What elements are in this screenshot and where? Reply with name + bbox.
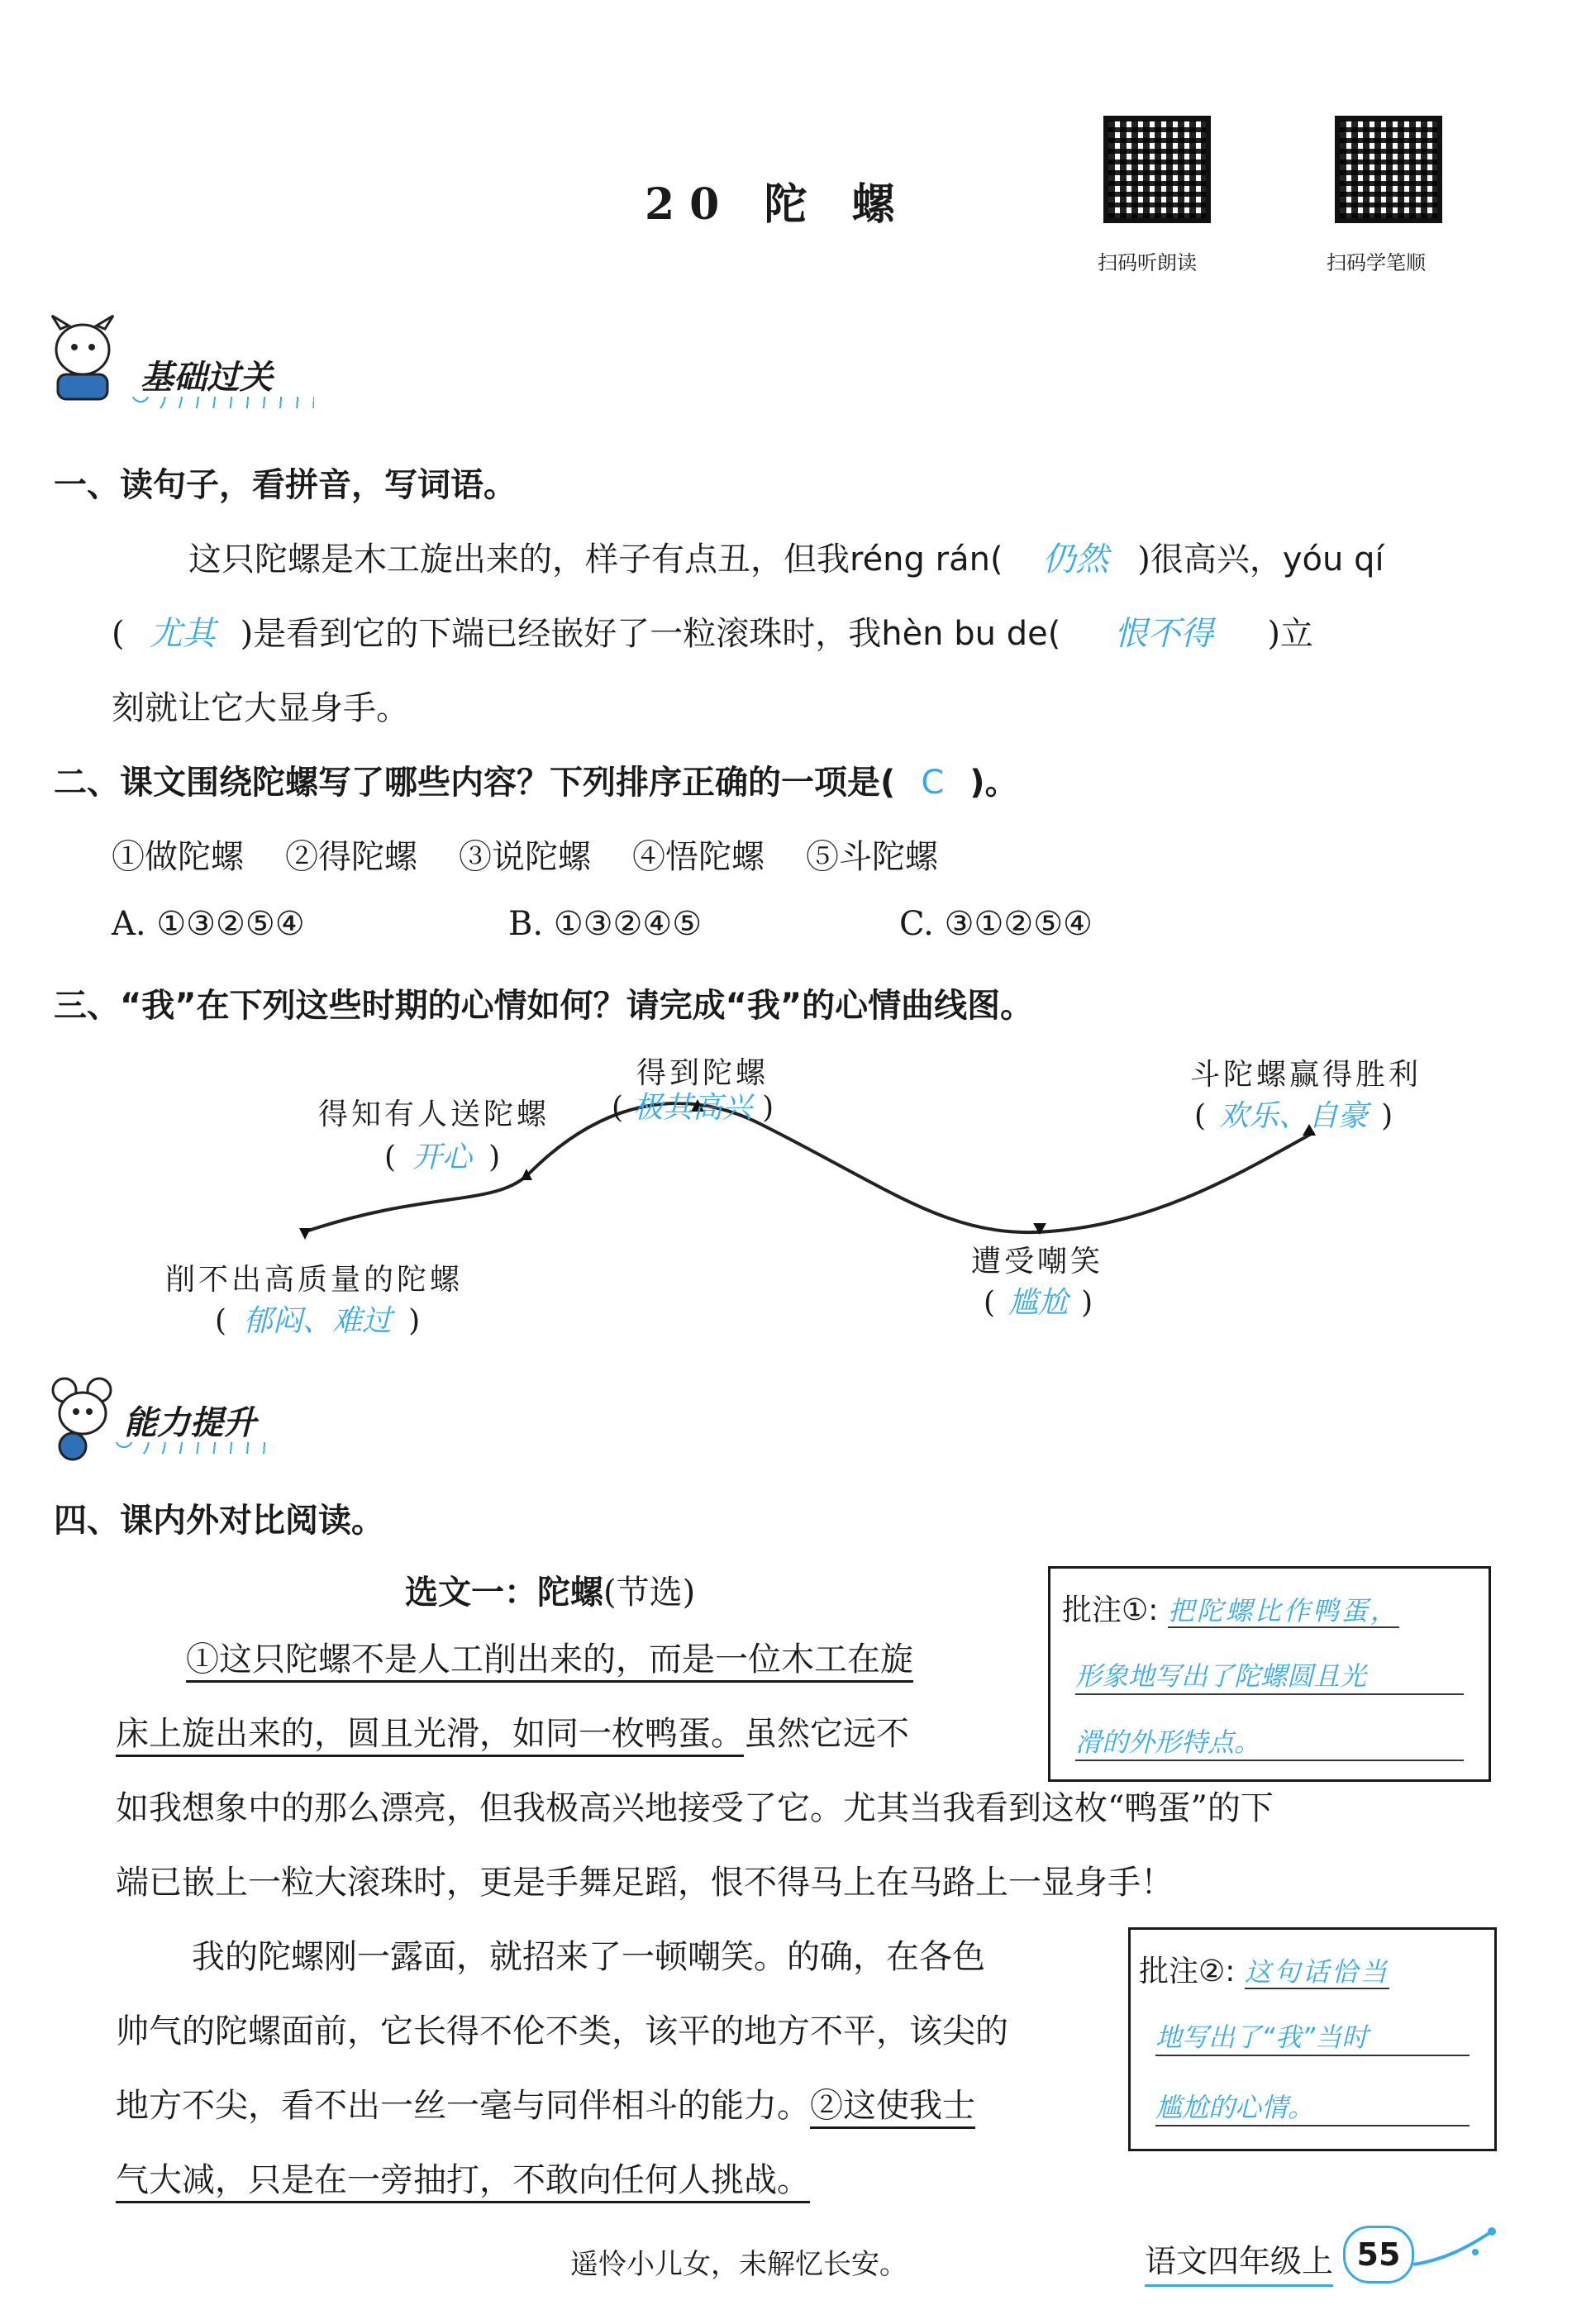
passage-p1-line2: 床上旋出来的，圆且光滑，如同一枚鸭蛋。虽然它远不 <box>116 1697 909 1771</box>
passage-p2-line3: 地方不尖，看不出一丝一毫与同伴相斗的能力。②这使我士 <box>116 2069 975 2143</box>
mascot-goat-icon <box>45 312 124 407</box>
curve-mood-4[interactable]: 尴尬 <box>1008 1286 1069 1320</box>
curve-event-3: 得到陀螺 <box>636 1056 769 1090</box>
section-basic-label: 基础过关 <box>141 358 273 397</box>
q1-pinyin-1: réng rán( <box>850 541 1003 579</box>
footer-swirl-icon <box>1409 2223 1500 2273</box>
q1-pinyin-3: hèn bu de( <box>881 615 1061 653</box>
passage-p1-line3: 如我想象中的那么漂亮，但我极高兴地接受了它。尤其当我看到这枚“鸭蛋”的下 <box>116 1789 1274 1827</box>
q2-heading-end: )。 <box>969 764 1018 802</box>
q2-option-a[interactable]: A. ①③②⑤④ <box>112 905 305 943</box>
annotation-box-1 <box>1048 1566 1491 1782</box>
footer-book: 语文四年级上 <box>1145 2236 1333 2287</box>
section-basic-underline <box>132 397 314 408</box>
page-number: 55 <box>1343 2226 1414 2284</box>
annotation-box-2 <box>1128 1927 1497 2151</box>
q1-answer-3[interactable]: 恨不得 <box>1114 615 1214 653</box>
q1-line3: 刻就让它大显身手。 <box>112 689 409 727</box>
mascot-mouse-icon <box>48 1372 118 1463</box>
q1-line2: ( 尤其 )是看到它的下端已经嵌好了一粒滚珠时，我hèn bu de( 恨不得 )立 <box>112 607 1313 655</box>
passage-p1-line1: ①这只陀螺不是人工削出来的，而是一位木工在旋 <box>186 1622 913 1697</box>
section-ability-underline <box>116 1442 273 1454</box>
q2-items <box>112 831 1021 878</box>
annotation-1-text-1[interactable]: 把陀螺比作鸭蛋， <box>1167 1595 1399 1626</box>
passage-p2-line2: 帅气的陀螺面前，它长得不伦不类，该平的地方不平，该尖的 <box>116 2012 1008 2050</box>
annotation-1-row1 <box>1062 1587 1399 1629</box>
annotation-2-text-3[interactable]: 尴尬的心情。 <box>1155 2087 1470 2126</box>
curve-event-4: 遭受嘲笑 <box>971 1245 1104 1279</box>
curve-event-1: 削不出高质量的陀螺 <box>165 1263 464 1297</box>
q1-answer-2[interactable]: 尤其 <box>149 615 216 653</box>
passage-title-note: (节选) <box>603 1574 696 1612</box>
section-ability-label: 能力提升 <box>124 1403 256 1442</box>
curve-mood-row-4: ( 尴尬 ) <box>984 1286 1093 1320</box>
qr-label-stroke: 扫码学笔顺 <box>1327 251 1426 274</box>
qr-label-listen: 扫码听朗读 <box>1098 251 1197 274</box>
curve-mood-3[interactable]: 极其高兴 <box>633 1091 753 1125</box>
passage-p2-line4: 气大减，只是在一旁抽打，不敢向任何人挑战。 <box>116 2143 810 2217</box>
annotation-1-text-3[interactable]: 滑的外形特点。 <box>1075 1722 1464 1761</box>
passage-title-row <box>405 1566 695 1613</box>
q1-text-c: )是看到它的下端已经嵌好了一粒滚珠时，我 <box>240 615 882 653</box>
annotation-2-text-1[interactable]: 这句话恰当 <box>1244 1956 1389 1988</box>
curve-mood-5[interactable]: 欢乐、自豪 <box>1219 1099 1369 1133</box>
footer-motto: 遥怜小儿女，未解忆长安。 <box>570 2248 907 2281</box>
curve-point-1 <box>299 1228 311 1240</box>
passage-p2-line1: 我的陀螺刚一露面，就招来了一顿嘲笑。的确，在各色 <box>192 1938 985 1976</box>
curve-event-5: 斗陀螺赢得胜利 <box>1190 1058 1422 1092</box>
q1-heading: 一、读句子，看拼音，写词语。 <box>54 466 517 504</box>
q4-heading: 四、课内外对比阅读。 <box>54 1502 384 1540</box>
curve-mood-1[interactable]: 郁闷、难过 <box>243 1304 393 1338</box>
annotation-1-label: 批注①: <box>1062 1593 1159 1627</box>
curve-mood-row-2: ( 开心 ) <box>384 1141 501 1174</box>
q2-option-b[interactable]: B. ①③②④⑤ <box>508 905 703 943</box>
q2-item: ①做陀螺 <box>112 838 244 876</box>
q2-item: ⑤斗陀螺 <box>806 838 938 876</box>
q3-heading: 三、“我”在下列这些时期的心情如何？请完成“我”的心情曲线图。 <box>54 987 1034 1025</box>
curve-event-2: 得知有人送陀螺 <box>318 1098 550 1131</box>
q1-line1 <box>188 533 1384 580</box>
curve-mood-2[interactable]: 开心 <box>412 1141 473 1174</box>
page-title: 20 陀 螺 <box>645 179 910 230</box>
qr-code-listen[interactable] <box>1103 116 1211 223</box>
q1-text-d: )立 <box>1267 615 1313 653</box>
curve-mood-row-5: ( 欢乐、自豪 ) <box>1194 1099 1393 1133</box>
q2-option-c[interactable]: C. ③①②⑤④ <box>899 905 1093 943</box>
annotation-2-text-2[interactable]: 地写出了“我”当时 <box>1155 2017 1470 2056</box>
curve-mood-row-1: ( 郁闷、难过 ) <box>215 1304 421 1338</box>
q2-item: ③说陀螺 <box>459 838 591 876</box>
annotation-1-text-2[interactable]: 形象地写出了陀螺圆且光 <box>1075 1655 1464 1695</box>
annotation-2-label: 批注②: <box>1139 1955 1236 1988</box>
q2-item: ④悟陀螺 <box>632 838 765 876</box>
qr-code-stroke[interactable] <box>1335 116 1442 223</box>
curve-mood-row-3: ( 极其高兴 ) <box>612 1091 774 1125</box>
passage-title: 选文一：陀螺 <box>405 1574 603 1612</box>
q1-text-a: 这只陀螺是木工旋出来的，样子有点丑，但我 <box>188 541 850 579</box>
q2-heading-row <box>54 756 1018 803</box>
annotation-2-row1 <box>1139 1948 1389 1990</box>
q1-pinyin-2: yóu qí <box>1282 541 1384 579</box>
q2-heading: 二、课文围绕陀螺写了哪些内容？下列排序正确的一项是( <box>54 764 896 802</box>
q2-answer[interactable]: C <box>921 764 945 802</box>
q2-item: ②得陀螺 <box>285 838 417 876</box>
q1-text-b: )很高兴， <box>1137 541 1283 579</box>
passage-p1-line4: 端已嵌上一粒大滚珠时，更是手舞足蹈，恨不得马上在马路上一显身手！ <box>116 1864 1174 1902</box>
q1-answer-1[interactable]: 仍然 <box>1042 541 1109 579</box>
